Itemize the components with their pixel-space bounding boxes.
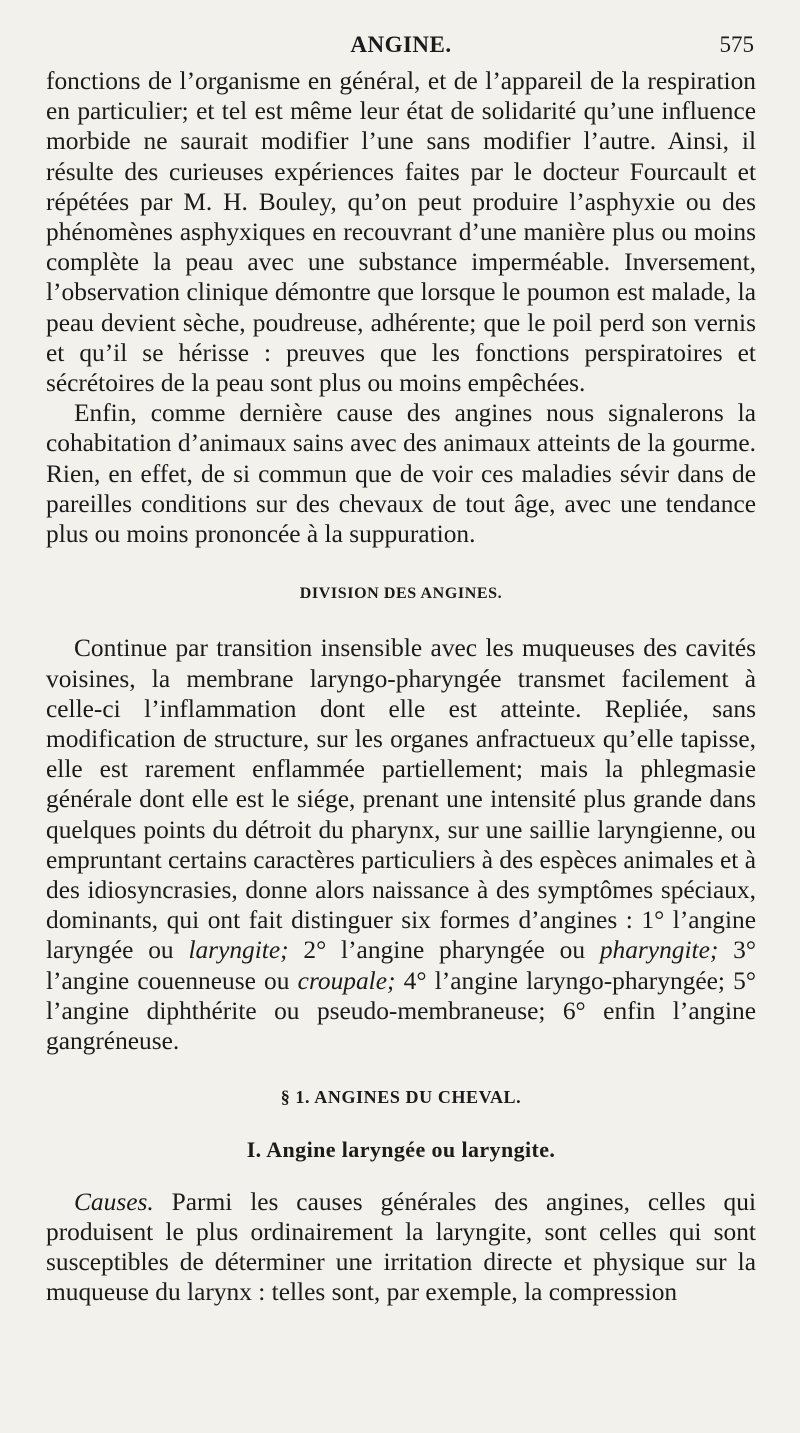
running-header <box>46 28 756 66</box>
page-number: 575 <box>719 32 754 57</box>
subsection-title: I. Angine laryngée ou laryngite. <box>246 1136 556 1162</box>
paragraph-division-text-1: Continue par transition insensible avec les muqueuses des cavités voisines, la membrane laryngo-pharyngée transmet facilement à celle-ci l’inflammation dont elle est atteinte. Repliée, sans modification de structure, sur les organes anfractueux qu’elle tapisse, elle est rarement enflammée partiellement; mais la phlegmasie générale dont elle est le siége, prenant une intensité plus grande dans quelques points du détroit du pharynx, sur une saillie laryngienne, ou empruntant certains caractères particuliers à des espèces animales et à des idiosyncrasies, donne alors naissance à des symptômes spéciaux, dominants, qui ont fait distinguer six formes d’angines : 1° l’angine laryngée ou <box>46 634 756 965</box>
paragraph-cohabitation: Enfin, comme dernière cause des angines nous signalerons la cohabitation d’animaux sains avec des animaux atteints de la gourme. Rien, en effet, de si commun que de voir ces maladies sévir dans de pareilles conditions sur des chevaux de tout âge, avec une tendance plus ou moins prononcée à la suppuration. <box>46 399 756 549</box>
causes-lead: Causes. <box>74 1187 154 1216</box>
page-body <box>46 66 756 1308</box>
chapter-title: § 1. ANGINES DU CHEVAL. <box>280 1087 522 1108</box>
paragraph-continuation: fonctions de l’organisme en général, et de l’appareil de la respiration en particulier; et tel est même leur état de solidarité qu’une influence morbide ne saurait modifier l’une sans modifier l’autre. Ainsi, il résulte des curieuses expériences faites par le docteur Fourcault et répétées par M. H. Bouley, qu’on peut produire l’asphyxie ou des phénomènes asphyxiques en recouvrant d’une manière plus ou moins complète la peau avec une substance imperméable. Inversement, l’observation clinique démontre que lorsque le poumon est malade, la peau devient sèche, poudreuse, adhérente; que le poil perd son vernis et qu’il se hérisse : preuves que les fonctions perspiratoires et sécrétoires de la peau sont plus ou moins empêchées. <box>46 67 756 398</box>
term-laryngite: laryngite; <box>188 936 289 965</box>
term-croupale: croupale; <box>297 966 396 995</box>
term-pharyngite: pharyngite; <box>599 936 719 965</box>
paragraph-division-text-2: 2° l’angine pharyngée ou <box>288 936 600 965</box>
paragraph-division-text-4: 4° l’angine laryngo-pharyngée; 5° l’angine diphthérite ou pseudo-membraneuse; 6° enfin l’angine gangréneuse. <box>46 966 757 1056</box>
section-title: DIVISION DES ANGINES. <box>299 585 503 603</box>
paragraph-division <box>46 633 756 1056</box>
running-title: ANGINE. <box>350 32 452 57</box>
paragraph-causes <box>46 1187 756 1308</box>
paragraph-division-text-3: 3° l’angine couenneuse ou <box>46 936 756 995</box>
paragraph-causes-text: Parmi les causes générales des angines, celles qui produisent le plus ordinairement la laryngite, sont celles qui sont susceptibles de déterminer une irritation directe et physique sur la muqueuse du larynx : telles sont, par exemple, la compression <box>46 1187 756 1307</box>
